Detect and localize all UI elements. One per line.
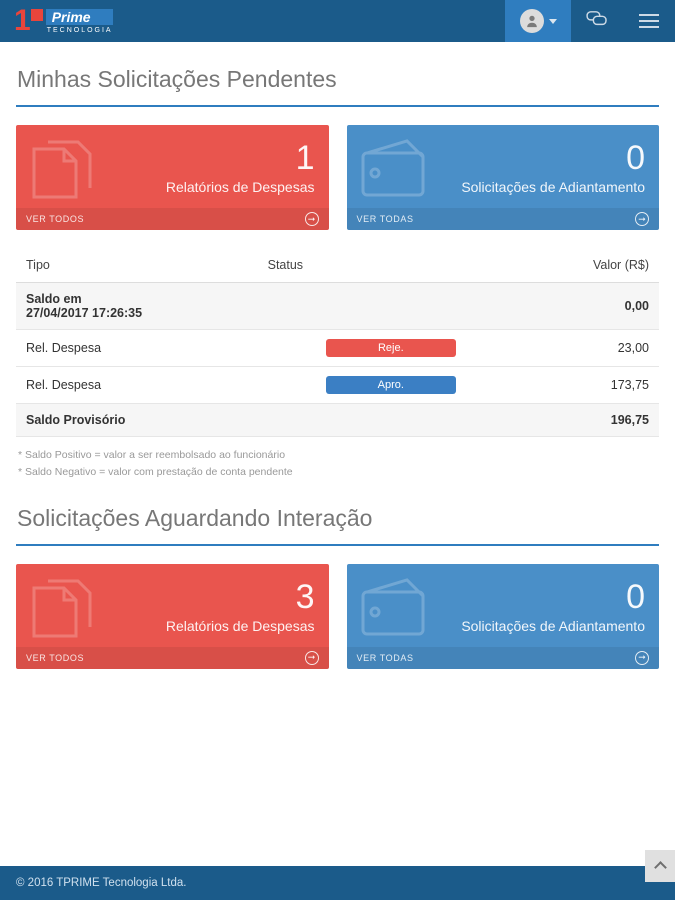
cell-tipo-line2: 27/04/2017 17:26:35	[26, 306, 143, 320]
card-footer-label: VER TODAS	[356, 652, 414, 663]
arrow-right-circle-icon: ➞	[305, 212, 319, 226]
table-header-row	[16, 252, 659, 283]
card-footer[interactable]	[16, 208, 329, 230]
user-menu-button[interactable]	[505, 0, 571, 42]
column-header-tipo: Tipo	[16, 252, 258, 283]
cell-tipo	[16, 283, 258, 330]
table-row	[16, 404, 659, 437]
card-footer[interactable]	[16, 647, 329, 669]
messages-button[interactable]	[571, 0, 623, 42]
card-footer-label: VER TODOS	[26, 652, 85, 663]
note-saldo-positivo: * Saldo Positivo = valor a ser reembolsado ao funcionário	[18, 449, 286, 461]
arrow-right-circle-icon: ➞	[305, 651, 319, 665]
card-relatorios-despesas-pendentes[interactable]	[16, 125, 329, 230]
card-footer[interactable]	[347, 208, 660, 230]
copyright-text: © 2016 TPRIME Tecnologia Ltda.	[16, 877, 187, 889]
card-count: 3	[295, 577, 315, 616]
wallet-icon	[361, 578, 437, 645]
cell-valor: 0,00	[524, 283, 659, 330]
card-count: 0	[626, 577, 645, 616]
logo-tagline: TECNOLOGIA	[46, 26, 113, 34]
app-logo[interactable]	[0, 0, 113, 42]
card-count: 0	[626, 139, 645, 177]
table-row	[16, 367, 659, 404]
balance-table	[16, 252, 659, 437]
pending-cards-row	[16, 125, 659, 230]
arrow-right-circle-icon: ➞	[635, 651, 649, 665]
topbar-actions	[505, 0, 675, 42]
main-content	[0, 42, 675, 866]
cell-tipo-line1: Saldo em	[26, 292, 82, 306]
table-notes	[16, 447, 659, 481]
scroll-to-top-button[interactable]	[645, 850, 675, 882]
logo-digit: 1	[14, 4, 30, 37]
user-avatar-icon	[520, 9, 544, 33]
table-row	[16, 330, 659, 367]
chevron-down-icon	[549, 19, 557, 24]
card-relatorios-despesas-aguardando[interactable]	[16, 564, 329, 669]
title-divider	[16, 105, 659, 107]
page-footer	[0, 866, 675, 900]
card-footer[interactable]	[347, 647, 660, 669]
wallet-icon	[361, 139, 437, 206]
status-badge-rejeitado: Reje.	[326, 339, 456, 357]
hamburger-menu-icon	[639, 14, 659, 28]
status-badge-aprovado: Apro.	[326, 376, 456, 394]
card-label: Solicitações de Adiantamento	[461, 617, 645, 634]
awaiting-cards-row	[16, 564, 659, 669]
page-title-pendentes: Minhas Solicitações Pendentes	[17, 66, 337, 92]
card-footer-label: VER TODAS	[356, 214, 414, 224]
cell-tipo: Rel. Despesa	[16, 367, 258, 404]
card-label: Relatórios de Despesas	[165, 179, 315, 195]
column-header-status: Status	[258, 252, 524, 283]
logo-name: Prime	[46, 9, 113, 25]
card-count: 1	[295, 139, 315, 177]
cell-valor: 173,75	[524, 367, 659, 404]
cell-tipo: Saldo Provisório	[16, 404, 258, 437]
menu-button[interactable]	[623, 0, 675, 42]
page-title-aguardando: Solicitações Aguardando Interação	[17, 504, 373, 531]
card-solicitacoes-adiantamento-aguardando[interactable]	[347, 564, 660, 669]
cell-status	[258, 367, 524, 404]
cell-valor: 196,75	[524, 404, 659, 437]
chevron-up-icon	[654, 861, 667, 874]
cell-status	[258, 404, 524, 437]
cell-valor: 23,00	[524, 330, 659, 367]
note-saldo-negativo: * Saldo Negativo = valor com prestação de conta pendente	[18, 465, 293, 478]
table-row	[16, 283, 659, 330]
top-navigation-bar	[0, 0, 675, 42]
card-solicitacoes-adiantamento-pendentes[interactable]	[347, 125, 660, 230]
documents-icon	[30, 139, 102, 206]
chat-bubbles-icon	[586, 10, 608, 33]
logo-square-icon	[31, 9, 43, 21]
arrow-right-circle-icon: ➞	[635, 212, 649, 226]
card-label: Relatórios de Despesas	[165, 617, 315, 634]
cell-status	[258, 330, 524, 367]
cell-status	[258, 283, 524, 330]
title-divider	[16, 544, 659, 546]
card-label: Solicitações de Adiantamento	[461, 179, 645, 195]
card-footer-label: VER TODOS	[26, 214, 85, 224]
column-header-valor: Valor (R$)	[524, 252, 659, 283]
documents-icon	[30, 578, 102, 645]
cell-tipo: Rel. Despesa	[16, 330, 258, 367]
